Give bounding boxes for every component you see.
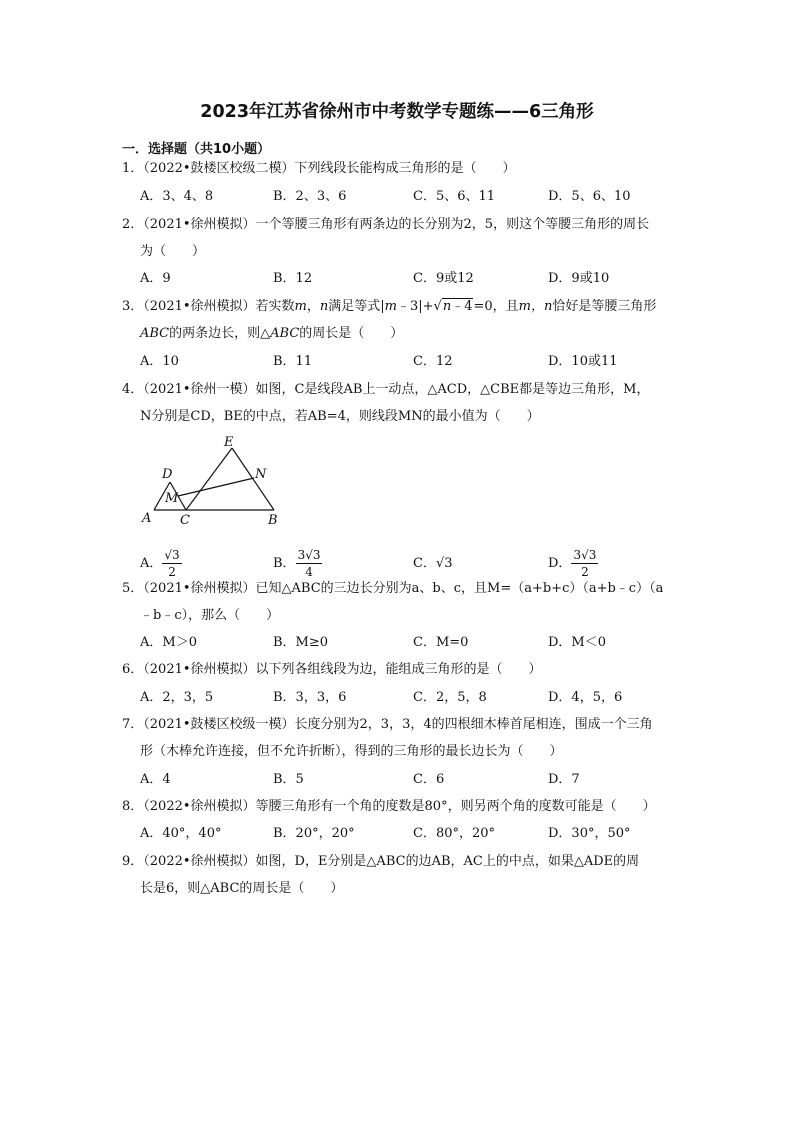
question-9-text-line1: 9．（2022•徐州模拟）如图，D，E分别是△ABC的边AB，AC上的中点，如果△ADE的周 xyxy=(122,854,640,869)
fig-label-a: A xyxy=(142,511,152,526)
q1-option-c: C．5、6、11 xyxy=(413,189,496,204)
q6-option-d: D．4，5，6 xyxy=(548,690,623,705)
q2-option-a: A．9 xyxy=(140,271,171,286)
question-3-text-line2 xyxy=(140,325,403,343)
q1-option-a: A．3、4、8 xyxy=(140,189,214,204)
q8-option-d: D．30°，50° xyxy=(548,826,631,841)
q3-part-c: ﹣3|+ xyxy=(396,299,434,314)
q4-d-den: 2 xyxy=(581,565,589,579)
q3-sqrt: √n﹣4 xyxy=(433,299,473,314)
q4-a-den: 2 xyxy=(168,565,176,579)
question-7-options xyxy=(140,771,680,789)
q7-option-d: D．7 xyxy=(548,772,580,787)
q3-sqrt-content: ﹣4 xyxy=(451,299,473,314)
q4-option-d xyxy=(548,546,598,582)
q4-option-d-label: D． xyxy=(548,556,572,571)
q4-option-a xyxy=(140,546,182,582)
q4-option-d-fraction xyxy=(571,547,598,580)
q2-option-c: C．9或12 xyxy=(413,271,474,286)
q3-abc: ABC xyxy=(140,326,170,341)
question-5-text-line1: 5．（2021•徐州模拟）已知△ABC的三边长分别为a、b、c，且M=（a+b+c）（a+b﹣c）（a xyxy=(122,581,664,596)
q4-option-c xyxy=(413,546,453,582)
question-2-text-line1: 2．（2021•徐州模拟）一个等腰三角形有两条边的长分别为2，5，则这个等腰三角形的周长 xyxy=(122,217,650,232)
q4-a-num: √3 xyxy=(164,548,180,562)
q7-option-c: C．6 xyxy=(413,772,445,787)
q3-option-b: B．11 xyxy=(273,354,313,369)
q4-d-num: 3√3 xyxy=(573,548,597,562)
q5-option-d: D．M＜0 xyxy=(548,635,607,650)
question-2-options xyxy=(140,270,680,288)
fig-line-eb xyxy=(232,448,274,510)
q3-var-m: m xyxy=(294,299,307,314)
fig-label-b: B xyxy=(268,513,278,528)
q3-part-e: 恰好是等腰三角形 xyxy=(552,299,657,314)
question-1-text: 1．（2022•鼓楼区校级二模）下列线段长能构成三角形的是（ ） xyxy=(122,161,516,176)
q3-abc-2: ABC xyxy=(270,326,300,341)
q3-option-c: C．12 xyxy=(413,354,453,369)
question-8-text: 8．（2022•徐州模拟）等腰三角形有一个角的度数是80°，则另两个角的度数可能是（ ） xyxy=(122,799,656,814)
question-3-options xyxy=(140,353,680,371)
fig-line-ce xyxy=(186,448,232,510)
fig-label-m: M xyxy=(165,491,179,506)
q3-part-b: 满足等式| xyxy=(328,299,385,314)
fig-label-n: N xyxy=(255,467,267,482)
q3-part-g: 的周长是（ ） xyxy=(299,326,404,341)
q4-option-a-fraction xyxy=(162,547,181,580)
section-heading: 一．选择题（共10小题） xyxy=(122,142,271,157)
q3-part-d: =0，且 xyxy=(473,299,519,314)
fig-label-d: D xyxy=(162,467,173,482)
q8-option-c: C．80°，20° xyxy=(413,826,496,841)
q3-part-a: 3．（2021•徐州模拟）若实数 xyxy=(122,299,295,314)
q3-var-m-2: m xyxy=(384,299,397,314)
q8-option-b: B．20°，20° xyxy=(273,826,355,841)
q4-b-num: 3√3 xyxy=(297,548,321,562)
q2-option-d: D．9或10 xyxy=(548,271,610,286)
question-8-options xyxy=(140,825,680,843)
q3-part-f: 的两条边长，则△ xyxy=(169,326,271,341)
question-2-text-line2: 为（ ） xyxy=(140,244,206,259)
question-6-text: 6．（2021•徐州模拟）以下列各组线段为边，能组成三角形的是（ ） xyxy=(122,662,542,677)
q4-option-b xyxy=(273,546,322,582)
q3-sqrt-var: n xyxy=(442,299,452,314)
question-4-options xyxy=(140,546,680,582)
page-title: 2023年江苏省徐州市中考数学专题练——6三角形 xyxy=(200,102,594,122)
fig-label-c: C xyxy=(180,513,190,528)
question-4-text-line1: 4．（2021•徐州一模）如图，C是线段AB上一动点，△ACD，△CBE都是等边三角形，M， xyxy=(122,382,650,397)
question-4-text-line2: N分别是CD，BE的中点，若AB=4，则线段MN的最小值为（ ） xyxy=(140,409,540,424)
q3-var-mn: m，n xyxy=(518,299,553,314)
q3-option-d: D．10或11 xyxy=(548,354,618,369)
q4-figure xyxy=(140,432,290,528)
q4-option-b-fraction xyxy=(296,547,323,580)
q5-option-c: C．M=0 xyxy=(413,635,469,650)
fig-label-e: E xyxy=(224,435,234,450)
q3-var-n: n xyxy=(319,299,329,314)
q4-option-b-label: B． xyxy=(273,556,296,571)
question-9-text-line2: 长是6，则△ABC的周长是（ ） xyxy=(140,881,344,896)
q4-b-den: 4 xyxy=(305,565,313,579)
q4-option-c-label: C． xyxy=(413,556,436,571)
q5-option-b: B．M≥0 xyxy=(273,635,329,650)
q2-option-b: B．12 xyxy=(273,271,313,286)
q8-option-a: A．40°，40° xyxy=(140,826,222,841)
q5-option-a: A．M＞0 xyxy=(140,635,197,650)
q6-option-c: C．2，5，8 xyxy=(413,690,487,705)
question-5-text-line2: ﹣b﹣c），那么（ ） xyxy=(140,608,280,623)
q4-option-a-label: A． xyxy=(140,556,163,571)
q1-option-d: D．5、6、10 xyxy=(548,189,631,204)
fig-line-mn xyxy=(178,478,254,496)
question-3-text-line1: 3．（2021•徐州模拟）若实数m，n满足等式|m﹣3|+√n﹣4=0，且m，n恰好是等腰三角形 xyxy=(122,299,657,314)
question-1-options xyxy=(140,188,680,206)
q7-option-b: B．5 xyxy=(273,772,304,787)
question-6-options xyxy=(140,689,680,707)
q6-option-b: B．3，3，6 xyxy=(273,690,347,705)
question-7-text-line2: 形（木棒允许连接，但不允许折断），得到的三角形的最长边长为（ ） xyxy=(140,744,563,759)
q3-option-a: A．10 xyxy=(140,354,179,369)
question-5-options xyxy=(140,634,680,652)
question-7-text-line1: 7．（2021•鼓楼区校级一模）长度分别为2，3，3，4的四根细木棒首尾相连，围成一个三角 xyxy=(122,717,653,732)
q6-option-a: A．2，3，5 xyxy=(140,690,214,705)
q7-option-a: A．4 xyxy=(140,772,171,787)
q4-c-val: √3 xyxy=(435,556,453,571)
q1-option-b: B．2、3、6 xyxy=(273,189,347,204)
